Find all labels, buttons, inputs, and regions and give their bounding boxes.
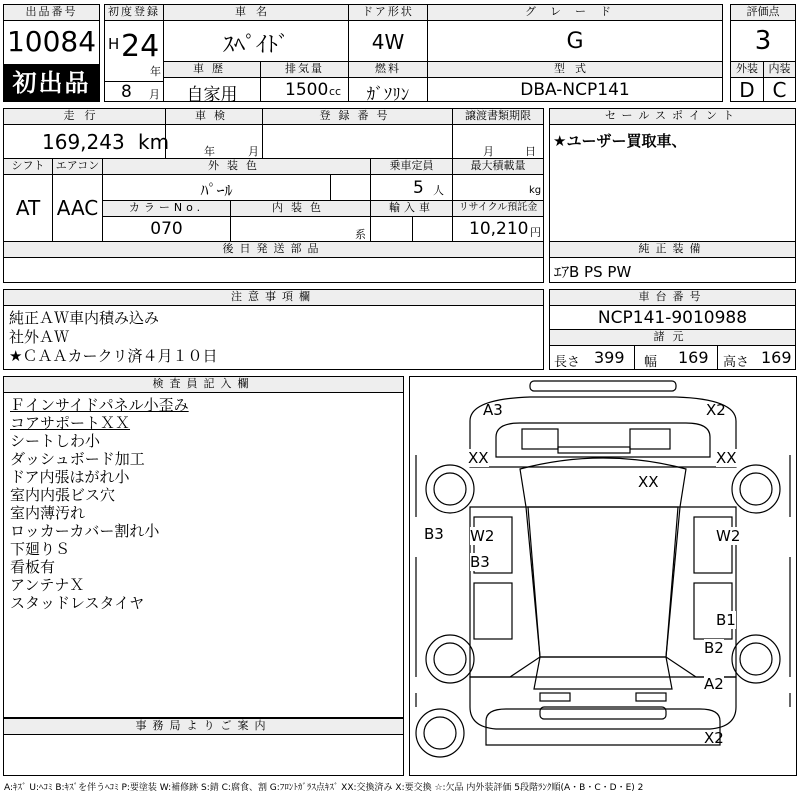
score-cell <box>730 20 796 62</box>
notes-line: ★ＣＡＡカークリ済４月１０日 <box>9 347 218 365</box>
color-number-cell <box>102 216 231 242</box>
color-number-header: カラーNo. <box>102 200 231 217</box>
equipment-text: ｴｱB PS PW <box>554 263 632 281</box>
office-notice-cell <box>3 734 404 776</box>
windshield-left <box>522 429 558 449</box>
inspection-month-unit: 月 <box>248 145 259 158</box>
shift-header: シフト <box>3 158 53 175</box>
shift: AT <box>15 196 41 220</box>
inspector-line: 下廻りＳ <box>10 540 71 558</box>
shift-cell <box>3 174 53 242</box>
max-load-cell <box>452 174 544 201</box>
dimensions-header: 諸元 <box>549 329 796 346</box>
right-front-door <box>694 517 732 573</box>
score: 3 <box>754 26 772 56</box>
documents-deadline-cell <box>452 124 544 159</box>
interior-color-cell <box>230 216 371 242</box>
damage-mark-x2-top: X2 <box>706 401 726 419</box>
windshield-right <box>630 429 670 449</box>
capacity-cell <box>370 174 453 201</box>
height-value: 169 <box>761 348 792 367</box>
exterior-grade-cell <box>730 77 764 102</box>
displacement-unit: cc <box>329 85 342 98</box>
capacity-header: 乗車定員 <box>370 158 453 175</box>
model-header: 型式 <box>427 61 723 78</box>
wheel-rear-right <box>732 635 780 683</box>
damage-mark-a2: A2 <box>704 675 724 693</box>
inspection-year-unit: 年 <box>204 145 215 158</box>
rear-panel-left <box>540 693 570 701</box>
inspection-header: 車検 <box>165 108 263 125</box>
model-cell <box>427 77 723 102</box>
wheel-front-left <box>426 465 474 513</box>
later-parts-header: 後日発送部品 <box>3 241 544 258</box>
recycle-unit: 円 <box>530 226 541 239</box>
fuel-header: 燃料 <box>348 61 428 78</box>
trunk-outline <box>470 677 736 729</box>
damage-mark-a3: A3 <box>483 401 503 419</box>
exterior-grade: D <box>739 78 755 102</box>
wheel-front-right <box>732 465 780 513</box>
grade: G <box>566 29 584 54</box>
recycle-deposit: 10,210 <box>469 219 529 239</box>
interior-header: 内装 <box>763 61 796 78</box>
mileage: 169,243 <box>42 130 125 154</box>
dimensions-cell <box>549 345 796 370</box>
history: 自家用 <box>186 85 238 105</box>
mileage-header: 走行 <box>3 108 166 125</box>
rear-window <box>534 657 672 689</box>
mileage-cell <box>3 124 170 159</box>
documents-month-unit: 月 <box>483 145 494 158</box>
exterior-color-header: 外装色 <box>102 158 371 175</box>
damage-legend: A:ｷｽﾞ U:ﾍｺﾐ B:ｷｽﾞを伴うﾍｺﾐ P:要塗装 W:補修跡 S:錆 C:腐食、割 G:ﾌﾛﾝﾄｶﾞﾗｽ点ｷｽﾞ XX:交換済み X:要交換 ☆:欠品 内外装評価 5段階ﾗﾝｸ順(A・B・C・D・E) 2 <box>4 783 644 793</box>
front-bumper-strip <box>530 381 676 391</box>
notes-cell <box>3 305 544 370</box>
first-registration-cell <box>104 20 164 82</box>
year-unit: 年 <box>150 65 161 78</box>
door-type-header: ドア形状 <box>348 4 428 21</box>
damage-mark-b3-left: B3 <box>470 553 490 571</box>
wheel-front-right-inner <box>740 473 772 505</box>
sales-point-text: ★ユーザー買取車、 <box>553 132 687 150</box>
max-load-unit: kg <box>529 185 542 196</box>
height-label: 高さ <box>723 355 750 370</box>
wheel-rear-right-inner <box>740 643 772 675</box>
exterior-header: 外装 <box>730 61 764 78</box>
rear-bumper <box>486 709 720 745</box>
spare-wheel-inner <box>424 717 456 749</box>
inspector-line: 室内内張ビス穴 <box>10 486 116 504</box>
color-number: 070 <box>150 219 183 239</box>
roof-outline <box>528 507 678 657</box>
door-type-cell <box>348 20 428 62</box>
grade-cell <box>427 20 723 62</box>
era: H <box>108 35 120 53</box>
month-unit: 月 <box>149 88 160 101</box>
later-parts-cell <box>3 257 544 283</box>
documents-day-unit: 日 <box>525 145 536 158</box>
front-grille <box>496 423 710 457</box>
interior-color-header: 内装色 <box>230 200 371 217</box>
rear-panel-right <box>636 693 666 701</box>
wheel-rear-left-inner <box>434 643 466 675</box>
inspection-cell <box>165 124 263 159</box>
score-header: 評価点 <box>730 4 796 21</box>
fuel: ｶﾞｿﾘﾝ <box>366 85 410 105</box>
equipment-header: 純正装備 <box>549 241 796 258</box>
sales-point-header: セールスポイント <box>549 108 796 125</box>
history-cell <box>163 77 261 105</box>
chassis-number: NCP141-9010988 <box>597 308 748 328</box>
cabin-outline <box>520 458 686 507</box>
chassis-number-header: 車台番号 <box>549 289 796 306</box>
wheel-rear-left <box>426 635 474 683</box>
displacement: 1500 <box>285 80 329 100</box>
lot-number-cell <box>3 20 100 65</box>
displacement-header: 排気量 <box>260 61 349 78</box>
damage-mark-xx-right: XX <box>716 449 737 467</box>
aircon-cell <box>52 174 103 242</box>
documents-deadline-header: 譲渡書類期限 <box>452 108 544 125</box>
damage-mark-x2-bottom: X2 <box>704 729 724 747</box>
inspector-line: アンテナＸ <box>10 576 85 594</box>
wheel-front-left-inner <box>434 473 466 505</box>
recycle-header: リサイクル預託金 <box>452 200 544 217</box>
registration-year: 24 <box>121 29 160 64</box>
registration-month-cell <box>104 81 164 102</box>
history-header: 車歴 <box>163 61 261 78</box>
inspector-line: シートしわ小 <box>10 432 101 450</box>
notes-header: 注意事項欄 <box>3 289 544 306</box>
inspector-line: ロッカーカバー割れ小 <box>10 522 160 540</box>
exterior-color: ﾊﾟｰﾙ <box>200 181 233 200</box>
car-name-cell <box>163 20 349 62</box>
inspector-line: 看板有 <box>10 558 56 576</box>
grade-header: グレード <box>427 4 723 21</box>
width-label: 幅 <box>644 355 658 370</box>
inspector-notes-header: 検査員記入欄 <box>3 376 404 393</box>
import-cell <box>370 216 453 242</box>
left-rear-door <box>474 583 512 639</box>
import-header: 輸入車 <box>370 200 453 217</box>
displacement-cell <box>260 77 349 102</box>
damage-mark-b2: B2 <box>704 639 724 657</box>
inspector-line: ダッシュボード加工 <box>10 450 145 468</box>
damage-mark-b3-side: B3 <box>424 525 444 543</box>
damage-mark-b1: B1 <box>716 611 736 629</box>
capacity-unit: 人 <box>433 184 444 197</box>
inspector-line: スタッドレスタイヤ <box>10 594 145 612</box>
spare-wheel <box>416 709 464 757</box>
equipment-cell <box>549 257 796 283</box>
inspector-notes-cell <box>3 392 404 718</box>
exterior-color-cell <box>102 174 371 201</box>
car-outline-diagram <box>410 377 796 775</box>
car-diagram-frame <box>409 376 797 776</box>
notes-line: 社外ＡＷ <box>9 328 70 346</box>
damage-mark-w2-right: W2 <box>716 527 741 545</box>
damage-mark-w2-left: W2 <box>470 527 495 545</box>
chassis-number-cell <box>549 305 796 330</box>
sales-point-cell <box>549 124 796 242</box>
car-name: ｽﾍﾟｲﾄﾞ <box>222 33 289 58</box>
fuel-cell <box>348 77 428 105</box>
registration-number-cell <box>262 124 453 159</box>
capacity: 5 <box>413 178 424 198</box>
inspector-line: Ｆインサイドパネル小歪み <box>10 396 189 414</box>
model-code: DBA-NCP141 <box>520 80 630 100</box>
length-label: 長さ <box>554 355 581 370</box>
length-value: 399 <box>594 348 625 367</box>
aircon-header: エアコン <box>52 158 103 175</box>
interior-color-unit: 系 <box>355 228 366 241</box>
interior-grade: C <box>772 78 787 102</box>
lot-number: 10084 <box>6 25 97 58</box>
first-listing-badge: 初出品 <box>3 64 100 102</box>
office-notice-header: 事務局よりご案内 <box>3 718 404 735</box>
damage-mark-xx-left: XX <box>468 449 489 467</box>
first-registration-header: 初度登録 <box>104 4 164 21</box>
inspector-line: 室内薄汚れ <box>10 504 86 522</box>
interior-grade-cell <box>763 77 796 102</box>
width-value: 169 <box>678 348 709 367</box>
aircon: AAC <box>56 196 99 220</box>
registration-month: 8 <box>121 82 132 102</box>
mileage-unit: km <box>138 130 170 154</box>
max-load-header: 最大積載量 <box>452 158 544 175</box>
lot-number-header: 出品番号 <box>3 4 100 21</box>
door-type: 4W <box>371 30 405 54</box>
recycle-cell <box>452 216 544 242</box>
inspector-line: コアサポートＸＸ <box>10 414 131 432</box>
damage-mark-xx-roof: XX <box>638 473 659 491</box>
notes-line: 純正ＡＷ車内積み込み <box>9 309 160 327</box>
car-name-header: 車名 <box>163 4 349 21</box>
registration-number-header: 登録番号 <box>262 108 453 125</box>
dash-center <box>558 447 630 453</box>
inspector-line: ドア内張はがれ小 <box>10 468 130 486</box>
